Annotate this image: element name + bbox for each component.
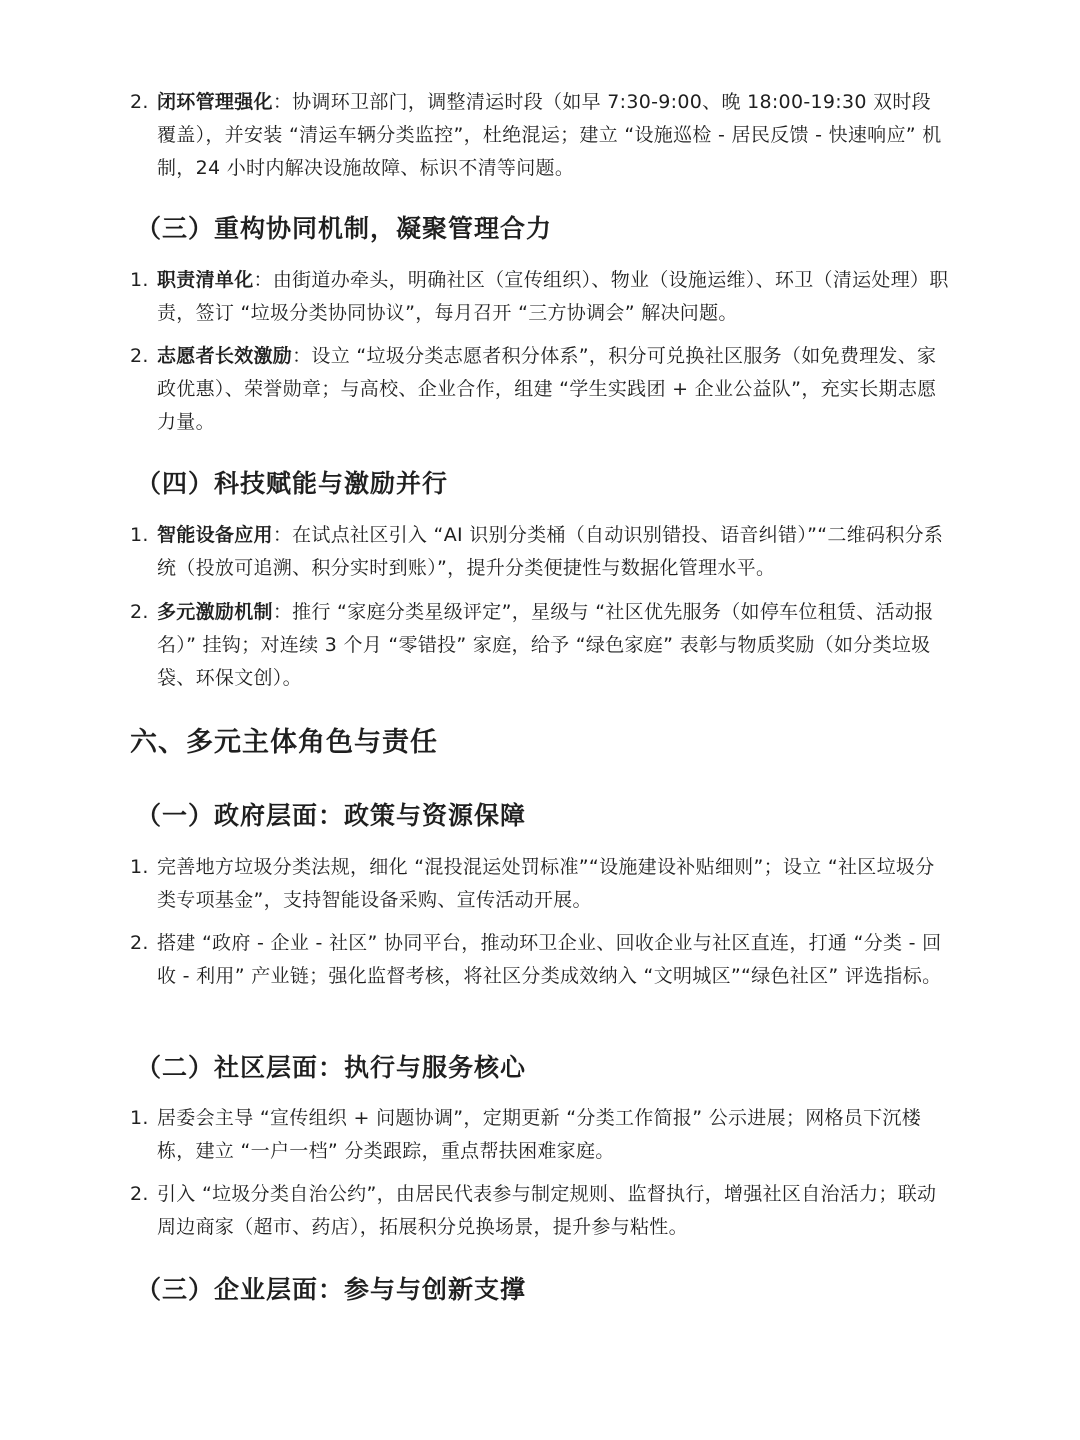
list-number: 2. <box>130 601 149 623</box>
list-item-body: ：设立 “垃圾分类志愿者积分体系”，积分可兑换社区服务（如免费理发、家政优惠）、荣誉勋章；与高校、企业合作，组建 “学生实践团 + 企业公益队”，充实长期志愿力量。 <box>157 345 937 433</box>
list-item-body: 居委会主导 “宣传组织 + 问题协调”，定期更新 “分类工作简报” 公示进展；网格员下沉楼栋，建立 “一户一档” 分类跟踪，重点帮扶困难家庭。 <box>157 1107 921 1162</box>
section-heading-government: （一）政府层面：政策与资源保障 <box>136 801 527 830</box>
list-item-incentives <box>130 596 950 695</box>
list-item-text <box>157 519 950 585</box>
chapter-heading-roles: 六、多元主体角色与责任 <box>130 727 438 758</box>
list-number: 1. <box>130 524 149 546</box>
list-number: 2. <box>130 932 149 954</box>
list-item-body: 引入 “垃圾分类自治公约”，由居民代表参与制定规则、监督执行，增强社区自治活力；联动周边商家（超市、药店），拓展积分兑换场景，提升参与粘性。 <box>157 1183 937 1238</box>
list-item-keyword: 多元激励机制 <box>157 601 273 623</box>
list-item-community-committee <box>130 1102 950 1168</box>
list-item-body: ：协调环卫部门，调整清运时段（如早 7:30-9:00、晚 18:00-19:30 双时段覆盖），并安装 “清运车辆分类监控”，杜绝混运；建立 “设施巡检 - 居民反馈 - 快速响应” 机制，24 小时内解决设施故障、标识不清等问题。 <box>157 91 942 179</box>
list-item-keyword: 志愿者长效激励 <box>157 345 293 367</box>
list-item-body: ：由街道办牵头，明确社区（宣传组织）、物业（设施运维）、环卫（清运处理）职责，签订 “垃圾分类协同协议”，每月召开 “三方协调会” 解决问题。 <box>157 269 949 324</box>
list-number: 2. <box>130 1183 149 1205</box>
list-number: 1. <box>130 1107 149 1129</box>
list-item-community-convention <box>130 1178 950 1244</box>
list-item-body: ：在试点社区引入 “AI 识别分类桶（自动识别错投、语音纠错）”“二维码积分系统（投放可追溯、积分实时到账）”，提升分类便捷性与数据化管理水平。 <box>157 524 944 579</box>
list-item-text <box>157 851 950 917</box>
section-heading-collaboration: （三）重构协同机制，凝聚管理合力 <box>136 214 553 243</box>
list-item-body: 完善地方垃圾分类法规，细化 “混投混运处罚标准”“设施建设补贴细则”；设立 “社区垃圾分类专项基金”，支持智能设备采购、宣传活动开展。 <box>157 856 935 911</box>
list-item-keyword: 智能设备应用 <box>157 524 273 546</box>
list-item-smart-devices <box>130 519 950 585</box>
list-item-text <box>157 1102 950 1168</box>
list-item-text <box>157 86 950 185</box>
list-item-gov-platform <box>130 927 950 993</box>
list-item-keyword: 闭环管理强化 <box>157 91 273 113</box>
section-heading-enterprise: （三）企业层面：参与与创新支撑 <box>136 1275 527 1304</box>
list-item-text <box>157 927 950 993</box>
list-item-gov-regulation <box>130 851 950 917</box>
list-number: 2. <box>130 91 149 113</box>
list-number: 1. <box>130 856 149 878</box>
list-item-responsibility <box>130 264 950 330</box>
list-item-text <box>157 264 950 330</box>
list-item-body: 搭建 “政府 - 企业 - 社区” 协同平台，推动环卫企业、回收企业与社区直连，打通 “分类 - 回收 - 利用” 产业链；强化监督考核，将社区分类成效纳入 “文明城区”“绿色社区” 评选指标。 <box>157 932 942 987</box>
list-item-volunteer <box>130 340 950 439</box>
list-item-text <box>157 1178 950 1244</box>
list-number: 2. <box>130 345 149 367</box>
list-number: 1. <box>130 269 149 291</box>
section-heading-technology: （四）科技赋能与激励并行 <box>136 469 449 498</box>
list-item-text <box>157 340 950 439</box>
list-item-body: ：推行 “家庭分类星级评定”，星级与 “社区优先服务（如停车位租赁、活动报名）” 挂钩；对连续 3 个月 “零错投” 家庭，给予 “绿色家庭” 表彰与物质奖励（如分类垃圾袋、环保文创）。 <box>157 601 934 689</box>
list-item-closed-loop <box>130 86 950 185</box>
list-item-keyword: 职责清单化 <box>157 269 254 291</box>
section-heading-community: （二）社区层面：执行与服务核心 <box>136 1053 527 1082</box>
list-item-text <box>157 596 950 695</box>
